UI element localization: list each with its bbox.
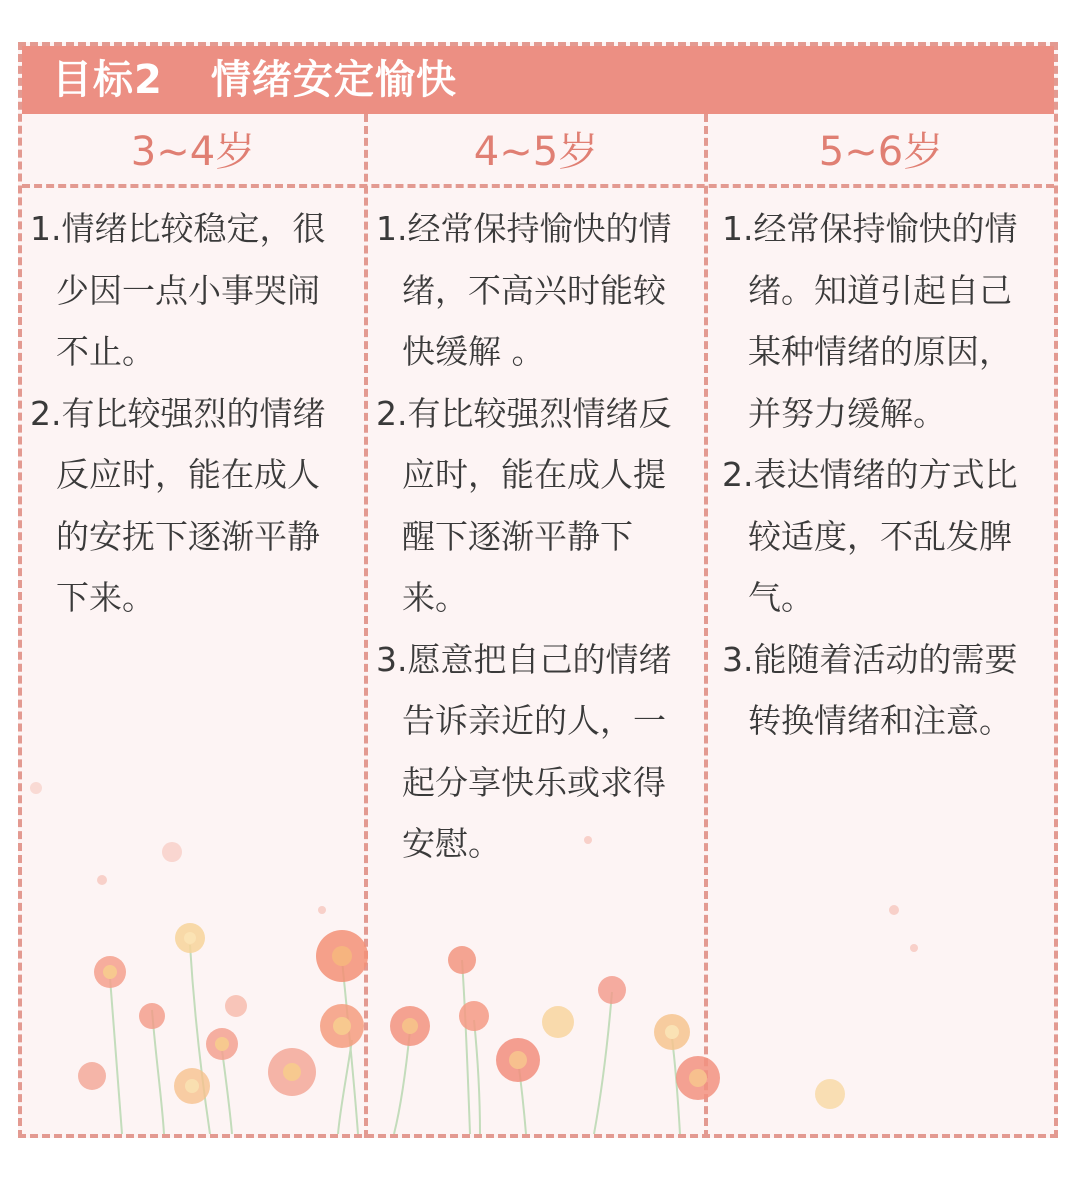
- list-item: 1.情绪比较稳定，很少因一点小事哭闹不止。: [30, 209, 326, 371]
- list-item: 1.经常保持愉快的情绪。知道引起自己某种情绪的原因，并努力缓解。: [722, 209, 1018, 433]
- list-item: 2.表达情绪的方式比较适度，不乱发脾气。: [722, 455, 1018, 617]
- list-item: 3.愿意把自己的情绪告诉亲近的人，一起分享快乐或求得安慰。: [376, 639, 672, 863]
- list-item: 2.有比较强烈的情绪反应时，能在成人的安抚下逐渐平静下来。: [30, 393, 326, 617]
- goal-title: 情绪安定愉快: [210, 57, 457, 103]
- list-item: 2.有比较强烈情绪反应时，能在成人提醒下逐渐平静下来。: [376, 393, 672, 617]
- flower-illustration-icon: [22, 760, 1054, 1134]
- column-header-5-6: 5~6岁: [818, 129, 944, 175]
- column-5-6: [722, 198, 1044, 752]
- goal-title-bar: [22, 46, 1054, 114]
- list-item: 3.能随着活动的需要转换情绪和注意。: [722, 639, 1018, 740]
- list-item: 1.经常保持愉快的情绪，不高兴时能较快缓解 。: [376, 209, 672, 371]
- column-header-3-4: 3~4岁: [130, 129, 256, 175]
- goal-label: 目标2: [52, 57, 163, 103]
- column-3-4: [30, 198, 348, 629]
- column-header-4-5: 4~5岁: [473, 129, 599, 175]
- header-divider: [22, 184, 1054, 188]
